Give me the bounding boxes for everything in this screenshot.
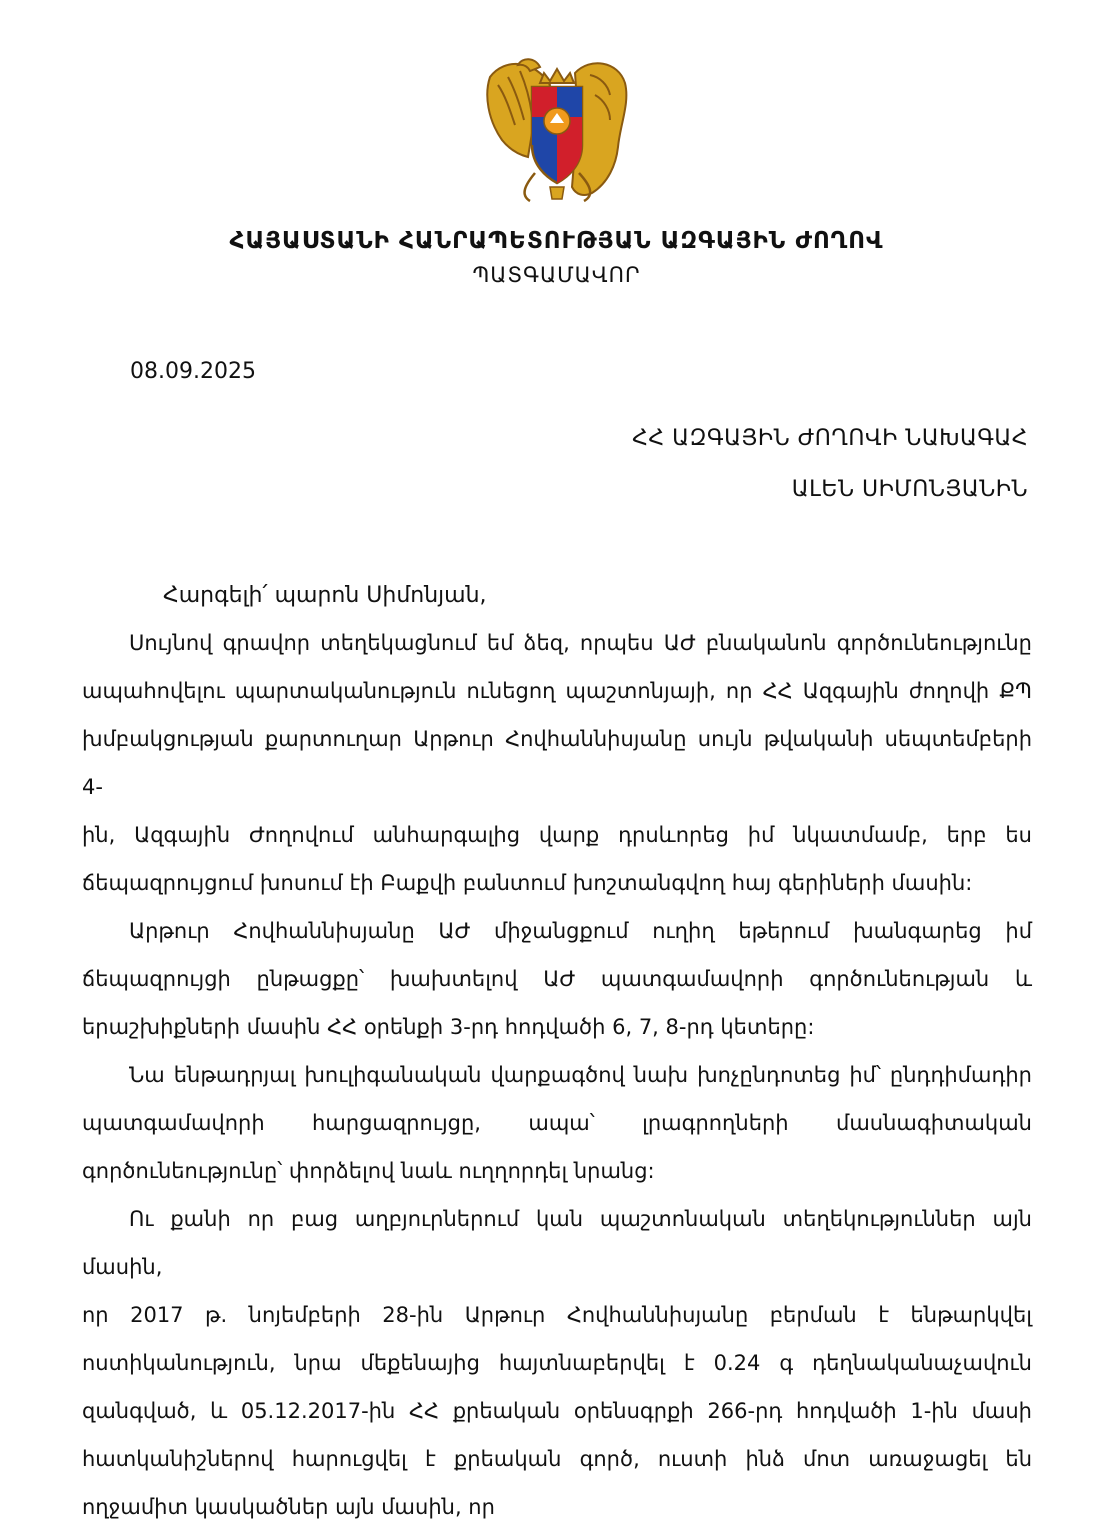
- body-line: Նա ենթադրյալ խուլիգանական վարքագծով նախ խոչընդոտեց իմ՝ ընդդիմադիր: [129, 1063, 1032, 1087]
- sender-title: ՊԱՏԳԱՄԱՎՈՐ: [472, 263, 641, 287]
- body-line: հատկանիշներով հարուցվել է քրեական գործ, ուստի ինձ մոտ առաջացել են: [82, 1447, 1032, 1471]
- body-paragraph-1: [82, 619, 1032, 907]
- body-line: Ու քանի որ բաց աղբյուրներում կան պաշտոնական տեղեկություններ այն մասին,: [82, 1207, 1032, 1279]
- recipient-position: ՀՀ ԱԶԳԱՅԻՆ ԺՈՂՈՎԻ ՆԱԽԱԳԱՀ: [632, 426, 1028, 451]
- body-paragraph-4: [82, 1195, 1032, 1531]
- body-line: որ 2017 թ. նոյեմբերի 28-ին Արթուր Հովհաննիսյանը բերման է ենթարկվել: [82, 1303, 1032, 1327]
- letter-date: 08.09.2025: [130, 359, 256, 384]
- body-line: գործունեությունը՝ փորձելով նաև ուղղորդել նրանց:: [82, 1159, 655, 1183]
- body-line: ին, Ազգային Ժողովում անհարգալից վարք դրսևորեց իմ նկատմամբ, երբ ես: [82, 823, 1032, 847]
- body-line: ոստիկանություն, նրա մեքենայից հայտնաբերվել է 0.24 գ դեղնականաչավուն: [82, 1351, 1032, 1375]
- body-line: Սույնով գրավոր տեղեկացնում եմ ձեզ, որպես ԱԺ բնականոն գործունեությունը: [129, 631, 1032, 655]
- body-line: ճեպազրույցի ընթացքը՝ խախտելով ԱԺ պատգամավորի գործունեության և: [82, 967, 1032, 991]
- armenia-coat-of-arms-emblem: [480, 55, 635, 203]
- body-line: ապահովելու պարտականություն ունեցող պաշտոնյայի, որ ՀՀ Ազգային ժողովի ՔՊ: [82, 679, 1032, 703]
- body-line: երաշխիքների մասին ՀՀ օրենքի 3-րդ հոդվածի 6, 7, 8-րդ կետերը:: [82, 1015, 815, 1039]
- body-line: ողջամիտ կասկածներ այն մասին, որ: [82, 1495, 495, 1519]
- body-line: ճեպազրույցում խոսում էի Բաքվի բանտում խոշտանգվող հայ գերիների մասին:: [82, 871, 973, 895]
- body-line: պատգամավորի հարցազրույցը, ապա՝ լրագրողների մասնագիտական: [82, 1111, 1032, 1135]
- body-line: Արթուր Հովհաննիսյանը ԱԺ միջանցքում ուղիղ եթերում խանգարեց իմ: [129, 919, 1032, 943]
- letter-body: [82, 619, 1032, 1531]
- body-paragraph-2: [82, 907, 1032, 1051]
- body-line: խմբակցության քարտուղար Արթուր Հովհաննիսյանը սույն թվականի սեպտեմբերի 4-: [82, 727, 1032, 799]
- salutation: Հարգելի՛ պարոն Սիմոնյան,: [163, 583, 487, 608]
- recipient-name: ԱԼԵՆ ՍԻՄՈՆՅԱՆԻՆ: [791, 477, 1028, 502]
- body-paragraph-3: [82, 1051, 1032, 1195]
- institution-name: ՀԱՅԱՍՏԱՆԻ ՀԱՆՐԱՊԵՏՈՒԹՅԱՆ ԱԶԳԱՅԻՆ ԺՈՂՈՎ: [229, 228, 884, 254]
- body-line: զանգված, և 05.12.2017-ին ՀՀ քրեական օրենսգրքի 266-րդ հոդվածի 1-ին մասի: [82, 1399, 1032, 1423]
